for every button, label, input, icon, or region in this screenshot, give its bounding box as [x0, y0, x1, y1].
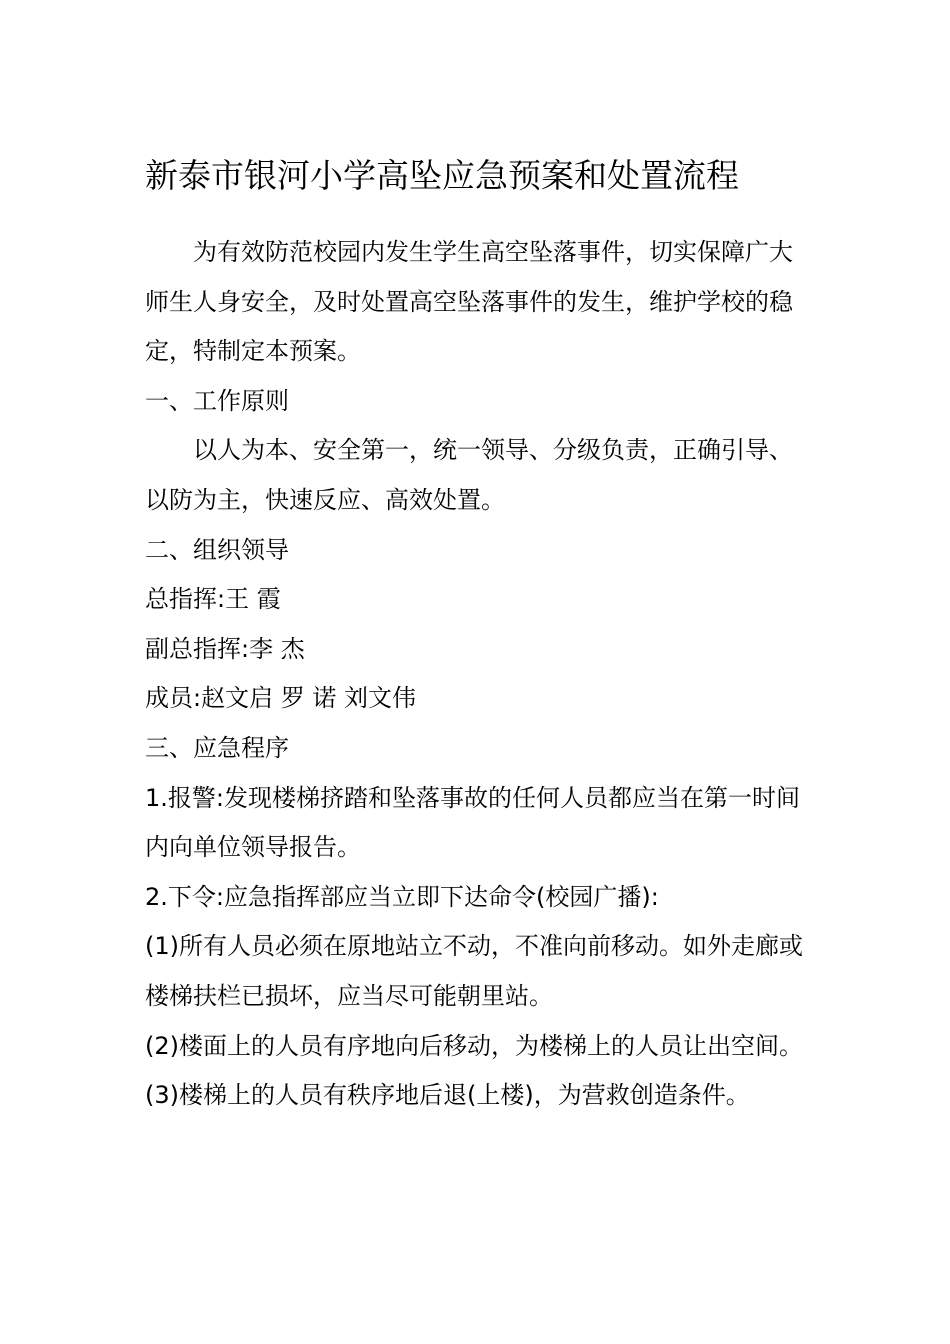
intro-paragraph: 为有效防范校园内发生学生高空坠落事件，切实保障广大师生人身安全，及时处置高空坠落事件的发生，维护学校的稳定，特制定本预案。	[145, 238, 793, 366]
item1-paragraph: (1)所有人员必须在原地站立不动，不准向前移动。如外走廊或楼梯扶栏已损坏，应当尽可能朝里站。	[145, 932, 803, 1010]
document-body	[145, 228, 810, 1121]
step2-paragraph: 2.下令:应急指挥部应当立即下达命令(校园广播):	[145, 882, 659, 911]
members-line: 成员:赵文启 罗 诺 刘文伟	[145, 684, 416, 713]
section2-heading: 二、组织领导	[145, 535, 289, 564]
step1-paragraph: 1.报警:发现楼梯挤踏和坠落事故的任何人员都应当在第一时间内向单位领导报告。	[145, 783, 800, 862]
section3-heading: 三、应急程序	[145, 733, 289, 762]
section1-heading: 一、工作原则	[145, 386, 289, 415]
item3-paragraph: (3)楼梯上的人员有秩序地后退(上楼)，为营救创造条件。	[145, 1081, 750, 1110]
deputy-commander-line: 副总指挥:李 杰	[145, 634, 305, 663]
commander-line: 总指挥:王 霞	[145, 585, 281, 614]
section1-text: 以人为本、安全第一，统一领导、分级负责，正确引导、以防为主，快速反应、高效处置。	[145, 436, 793, 514]
item2-paragraph: (2)楼面上的人员有序地向后移动，为楼梯上的人员让出空间。	[145, 1031, 803, 1060]
document-title: 新泰市银河小学高坠应急预案和处置流程	[145, 156, 739, 195]
